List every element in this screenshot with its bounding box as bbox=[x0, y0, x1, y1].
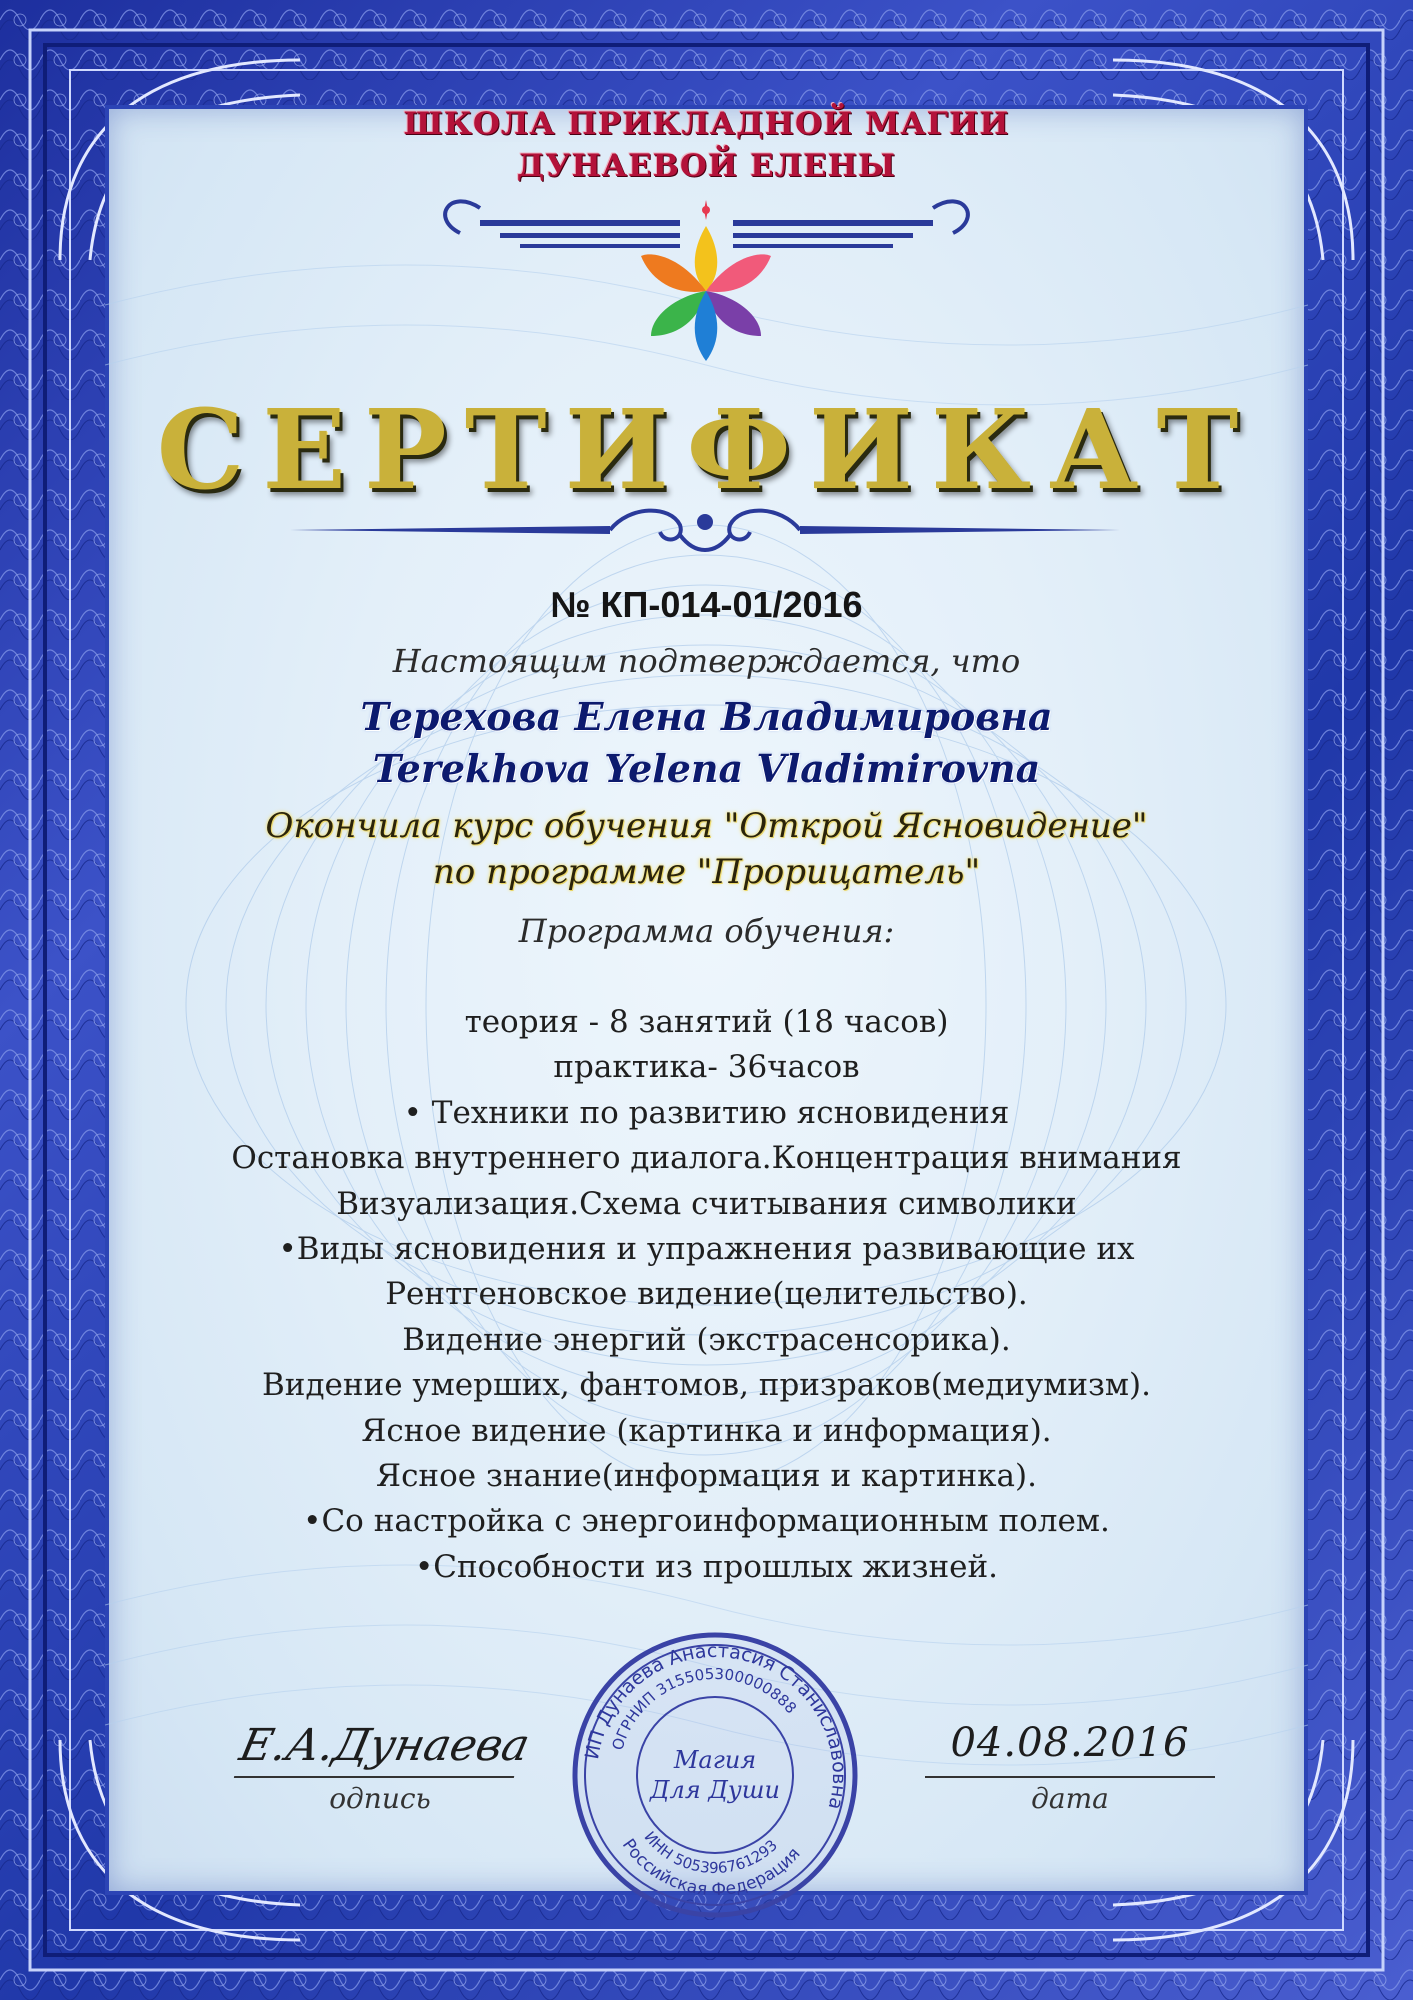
signature: Е.А.Дунаева bbox=[234, 1720, 526, 1778]
program-list bbox=[150, 1000, 1263, 1590]
recipient-name-ru: Терехова Елена Владимировна bbox=[360, 694, 1053, 739]
program-line: • Техники по развитию ясновидения bbox=[403, 1094, 1010, 1131]
stamp-seal bbox=[565, 1625, 865, 1925]
course-line2: по программе "Прорицатель" bbox=[432, 852, 981, 892]
program-line: Визуализация.Схема считывания символики bbox=[336, 1185, 1077, 1222]
program-heading: Программа обучения: bbox=[518, 912, 895, 950]
date-value: 04.08.2016 bbox=[925, 1720, 1215, 1778]
intro-text: Настоящим подтверждается, что bbox=[392, 642, 1021, 680]
seal-inn: ИНН 505396761293 bbox=[640, 1827, 781, 1878]
program-line: Рентгеновское видение(целительство). bbox=[385, 1276, 1028, 1313]
title-divider-ornament bbox=[290, 500, 1120, 560]
program-line: теория - 8 занятий (18 часов) bbox=[464, 1004, 949, 1040]
seal-ogrnip: ОГРНИП 315505300000888 bbox=[608, 1664, 801, 1753]
school-name-line1: ШКОЛА ПРИКЛАДНОЙ МАГИИ bbox=[403, 106, 1010, 142]
program-line: •Способности из прошлых жизней. bbox=[414, 1548, 999, 1585]
program-line: Ясное знание(информация и картинка). bbox=[376, 1458, 1037, 1495]
date-block bbox=[925, 1720, 1215, 1815]
program-line: Ясное видение (картинка и информация). bbox=[361, 1412, 1052, 1449]
signature-block bbox=[235, 1720, 534, 1815]
program-line: •Со настройка с энергоинформационным полем. bbox=[303, 1503, 1110, 1540]
program-line: Видение энергий (экстрасенсорика). bbox=[402, 1321, 1011, 1358]
seal-outer-text: ИП Дунаева Анастасия Станиславовна bbox=[581, 1639, 851, 1812]
lotus-logo bbox=[636, 196, 776, 366]
program-line: Видение умерших, фантомов, призраков(медиумизм). bbox=[262, 1367, 1151, 1404]
seal-center-line2: Для Души bbox=[650, 1776, 780, 1804]
program-line: •Виды ясновидения и упражнения развивающие их bbox=[278, 1231, 1135, 1268]
certificate-title: СЕРТИФИКАТ bbox=[156, 385, 1257, 514]
program-line: практика- 36часов bbox=[553, 1049, 860, 1086]
school-name-line2: ДУНАЕВОЙ ЕЛЕНЫ bbox=[516, 148, 897, 184]
program-line: Остановка внутреннего диалога.Концентрация внимания bbox=[231, 1140, 1182, 1177]
certificate-number: № КП-014-01/2016 bbox=[550, 584, 863, 625]
recipient-name-en: Terekhova Yelena Vladimirovna bbox=[372, 746, 1041, 791]
seal-center-line1: Магия bbox=[673, 1746, 757, 1774]
signature-caption: одпись bbox=[329, 1782, 431, 1815]
seal-country: Российская Федерация bbox=[617, 1835, 805, 1901]
course-line1: Окончила курс обучения "Открой Ясновидение" bbox=[265, 806, 1148, 846]
date-caption: дата bbox=[1031, 1782, 1109, 1815]
